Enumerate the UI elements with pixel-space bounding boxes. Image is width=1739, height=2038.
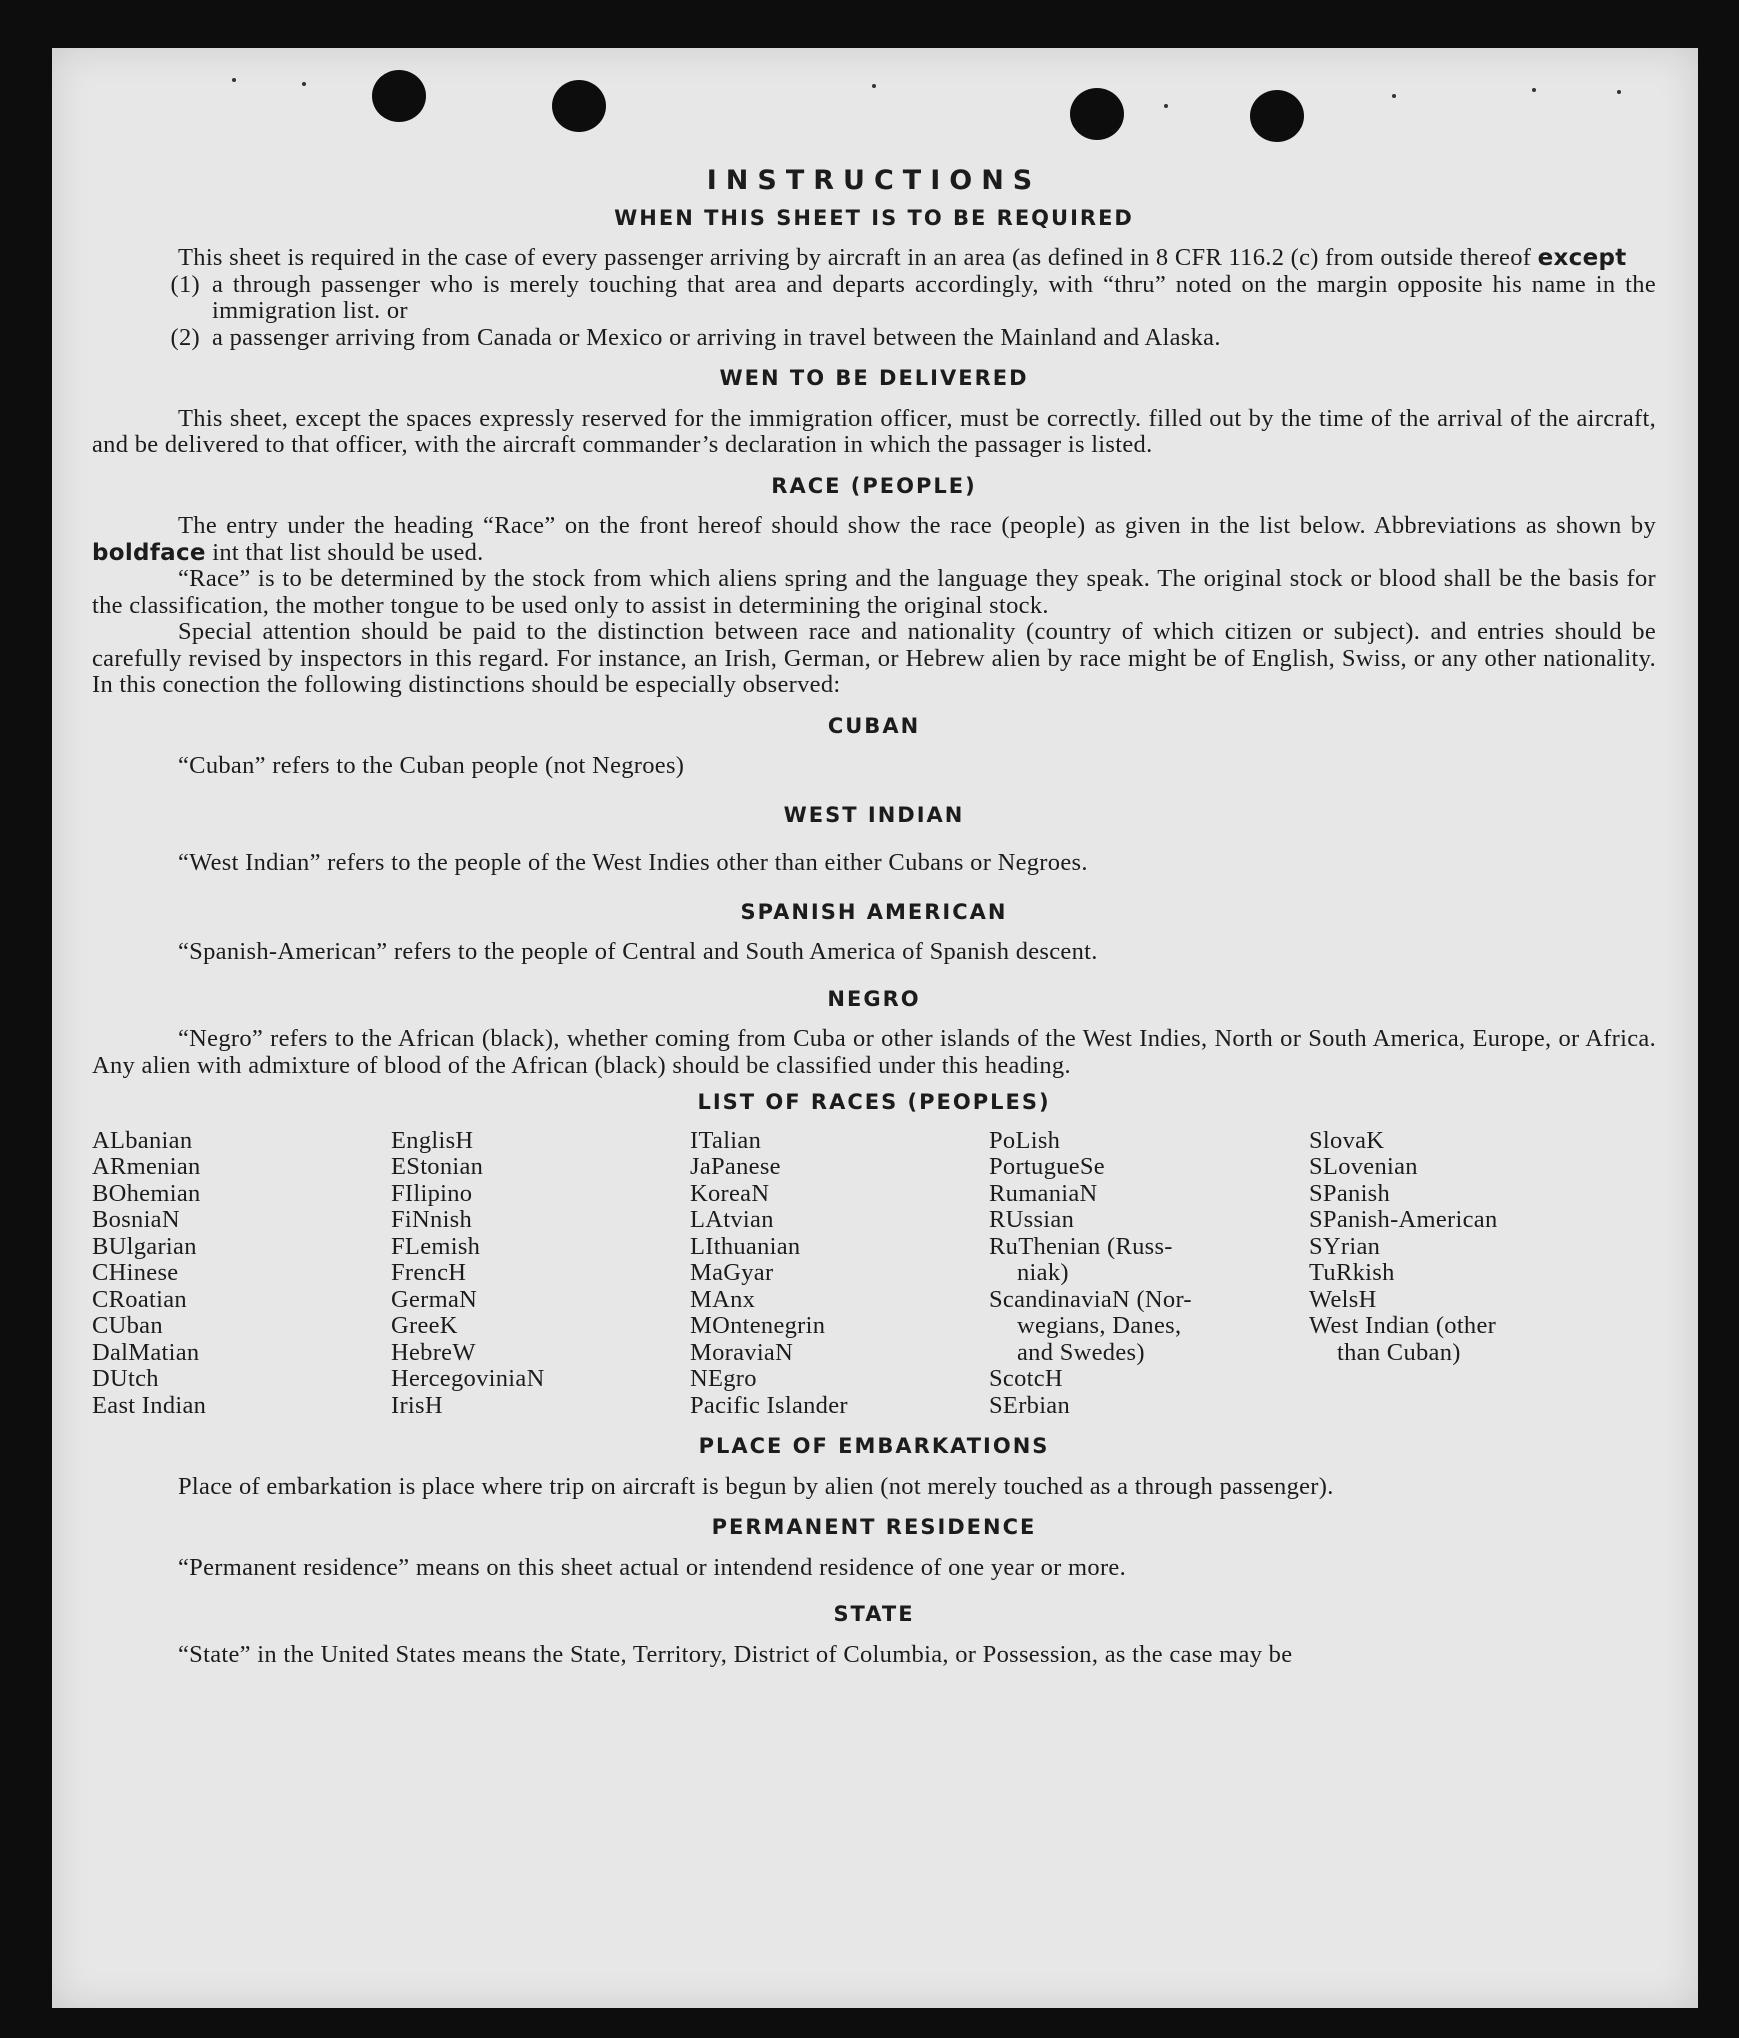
heading-negro: NEGRO [827, 986, 921, 1011]
punch-hole [1250, 90, 1304, 142]
race-entry: SlovaK [1309, 1126, 1385, 1154]
bold-term-except: except [1537, 245, 1627, 271]
heading-races-list: LIST OF RACES (PEOPLES) [697, 1090, 1051, 1114]
race-entry: EStonian [391, 1153, 484, 1180]
race-entry: HebreW [391, 1338, 476, 1366]
race-entry: MOntenegrin [690, 1312, 826, 1339]
punch-hole [552, 80, 606, 132]
race-entry: ITalian [690, 1126, 762, 1154]
races-column [989, 1128, 1309, 1420]
race-entry: FLemish [391, 1232, 481, 1260]
paragraph-permanent-residence: “Permanent residence” means on this sheet actual or intendend residence of one year or more. [178, 1553, 1127, 1581]
race-entry: ALbanian [92, 1126, 193, 1154]
race-entry: and Swedes) [1017, 1338, 1145, 1366]
paragraph-when-required [92, 245, 1656, 272]
paragraph-spanish-american: “Spanish-American” refers to the people of Central and South America of Spanish descent. [178, 938, 1098, 965]
paragraph-race-1 [92, 513, 1656, 566]
race-entry: ScotcH [989, 1365, 1063, 1392]
race-entry: DalMatian [92, 1338, 200, 1366]
race-entry: SErbian [989, 1391, 1071, 1419]
race-entry: GermaN [391, 1285, 478, 1313]
race-entry: RumaniaN [989, 1179, 1098, 1207]
list-item [92, 272, 1656, 325]
races-column [1309, 1128, 1559, 1420]
punch-hole [372, 70, 426, 122]
race-entry: NEgro [690, 1365, 757, 1392]
race-entry: West Indian (other [1309, 1312, 1497, 1339]
race-entry: SYrian [1309, 1232, 1381, 1260]
item-text: a through passenger who is merely touching that area and departs accordingly, with “thru” noted on the margin opposite his name in the immigration list. or [212, 270, 1656, 324]
speck [1617, 90, 1621, 94]
item-number: (1) [170, 270, 200, 298]
race-entry: niak) [1017, 1259, 1069, 1286]
race-entry: East Indian [92, 1391, 207, 1419]
page-title: INSTRUCTIONS [706, 165, 1042, 196]
race-entry: BosniaN [92, 1206, 180, 1233]
item-text: a passenger arriving from Canada or Mexico or arriving in travel between the Mainland and Alaska. [212, 323, 1221, 351]
heading-delivered: WEN TO BE DELIVERED [719, 366, 1029, 390]
race-entry: BOhemian [92, 1179, 201, 1207]
text-span: The entry under the heading “Race” on the front hereof should show the race (people) as given in the list below. Abbreviations as shown by [178, 512, 1656, 539]
paragraph-race-3: Special attention should be paid to the distinction between race and nationality (country of which citizen or subject). and entries should be carefully revised by inspectors in this regard. For instance, an Irish, German, or Hebrew alien by race might be of English, Swiss, or any other nationality. In this conection the following distinctions should be especially observed: [92, 618, 1656, 698]
race-entry: MaGyar [690, 1259, 774, 1286]
race-entry: WelsH [1309, 1285, 1377, 1313]
race-entry: HercegoviniaN [391, 1365, 545, 1392]
race-entry: BUlgarian [92, 1232, 197, 1260]
race-entry: FIlipino [391, 1179, 473, 1207]
race-entry: wegians, Danes, [1017, 1312, 1182, 1339]
races-column [690, 1128, 989, 1420]
text-span: This sheet is required in the case of every passenger arriving by aircraft in an area (as defined in 8 CFR 116.2 (c) from outside thereof [178, 244, 1532, 271]
paragraph-embarkation: Place of embarkation is place where trip on aircraft is begun by alien (not merely touched as a through passenger). [178, 1472, 1334, 1500]
paragraph-race-2: “Race” is to be determined by the stock from which aliens spring and the language they speak. The original stock or blood shall be the basis for the classification, the mother tongue to be used only to assist in determining the original stock. [92, 565, 1656, 619]
race-entry: CHinese [92, 1259, 179, 1286]
races-column [92, 1128, 391, 1420]
speck [1164, 104, 1168, 108]
speck [1392, 94, 1396, 98]
race-entry: LIthuanian [690, 1232, 801, 1260]
speck [872, 84, 876, 88]
speck [302, 82, 306, 86]
race-entry: MoraviaN [690, 1338, 794, 1366]
list-item [92, 325, 1656, 352]
text-span: int that list should be used. [212, 538, 484, 566]
race-entry: RuThenian (Russ- [989, 1232, 1173, 1260]
race-entry: RUssian [989, 1206, 1075, 1233]
heading-permanent-residence: PERMANENT RESIDENCE [711, 1515, 1037, 1539]
heading-state: STATE [833, 1602, 915, 1626]
race-entry: MAnx [690, 1285, 756, 1313]
race-entry: DUtch [92, 1365, 159, 1392]
race-entry: SLovenian [1309, 1153, 1418, 1180]
race-entry: FiNnish [391, 1206, 473, 1233]
race-entry: LAtvian [690, 1206, 774, 1233]
race-entry: KoreaN [690, 1179, 770, 1207]
paragraph-cuban: “Cuban” refers to the Cuban people (not Negroes) [178, 752, 685, 779]
heading-when-required: WHEN THIS SHEET IS TO BE REQUIRED [614, 205, 1134, 230]
race-entry: ARmenian [92, 1153, 201, 1180]
race-entry: CRoatian [92, 1285, 187, 1313]
heading-race: RACE (PEOPLE) [771, 473, 977, 498]
race-entry: PortugueSe [989, 1153, 1105, 1180]
paragraph-state: “State” in the United States means the State, Territory, District of Columbia, or Possession, as the case may be [178, 1640, 1293, 1668]
paragraph-delivered: This sheet, except the spaces expressly reserved for the immigration officer, must be correctly. filled out by the time of the arrival of the aircraft, and be delivered to that officer, with the aircraft commander’s declaration in which the passager is listed. [92, 404, 1656, 458]
race-entry: than Cuban) [1337, 1338, 1461, 1366]
race-entry: CUban [92, 1312, 163, 1339]
race-entry: PoLish [989, 1126, 1061, 1154]
race-entry: IrisH [391, 1391, 443, 1419]
item-number: (2) [170, 323, 200, 351]
speck [1532, 88, 1536, 92]
document-page [52, 48, 1698, 2008]
paragraph-negro: “Negro” refers to the African (black), whether coming from Cuba or other islands of the West Indies, North or South America, Europe, or Africa. Any alien with admixture of blood of the African (black) should be classified under this heading. [92, 1025, 1656, 1079]
paragraph-west-indian: “West Indian” refers to the people of the West Indies other than either Cubans or Negroes. [178, 849, 1088, 876]
heading-west-indian: WEST INDIAN [783, 802, 965, 827]
race-entry: Pacific Islander [690, 1391, 848, 1419]
instructions-content [92, 165, 1656, 1668]
race-entry: SPanish-American [1309, 1206, 1498, 1233]
race-entry: SPanish [1309, 1179, 1391, 1207]
races-list [92, 1128, 1656, 1420]
race-entry: TuRkish [1309, 1259, 1395, 1286]
heading-spanish-american: SPANISH AMERICAN [740, 899, 1008, 924]
race-entry: JaPanese [690, 1153, 781, 1180]
races-column [391, 1128, 690, 1420]
heading-embarkation: PLACE OF EMBARKATIONS [698, 1434, 1050, 1458]
race-entry: EnglisH [391, 1126, 474, 1154]
heading-cuban: CUBAN [827, 713, 921, 738]
speck [232, 78, 236, 82]
bold-term-boldface: boldface [92, 539, 206, 566]
race-entry: GreeK [391, 1312, 458, 1339]
race-entry: ScandinaviaN (Nor- [989, 1285, 1192, 1313]
race-entry: FrencH [391, 1259, 467, 1286]
punch-hole [1070, 88, 1124, 140]
